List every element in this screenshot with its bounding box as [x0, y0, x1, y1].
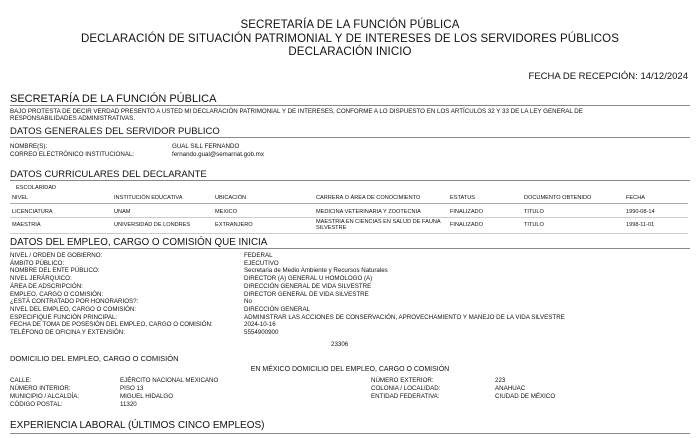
- telefono-extension: 23306: [331, 341, 349, 348]
- table-cell: MEXICO: [213, 203, 314, 217]
- empleo-field-label: TELÉFONO DE OFICINA Y EXTENSIÓN:: [10, 329, 125, 336]
- empleo-field-value: DIRECTOR (A) GENERAL U HOMOLOGO (A): [244, 275, 373, 283]
- escolaridad-subtitle: ESCOLARIDAD: [16, 185, 57, 191]
- table-cell: UNIVERSIDAD DE LONDRES: [112, 217, 213, 233]
- domicilio-value: EJÉRCITO NACIONAL MEXICANO: [120, 377, 219, 384]
- domicilio-subtitle: EN MÉXICO DOMICILIO DEL EMPLEO, CARGO O COMISIÓN: [250, 366, 450, 373]
- domicilio-value: ANAHUAC: [495, 385, 526, 392]
- domicilio-label: COLONIA / LOCALIDAD:: [371, 385, 441, 392]
- intro-text-2: RESPONSABILIDADES ADMINISTRATIVAS.: [10, 115, 135, 122]
- empleo-field-value: FEDERAL: [244, 252, 273, 259]
- domicilio-label: CALLE:: [10, 377, 32, 384]
- table-cell: MAESTRIA EN CIENCIAS EN SALUD DE FAUNA SILVESTRE: [314, 217, 448, 233]
- empleo-field-label: NIVEL / ORDEN DE GOBIERNO:: [10, 252, 103, 259]
- table-cell: TITULO: [522, 217, 624, 233]
- domicilio-label: CÓDIGO POSTAL:: [10, 401, 63, 408]
- table-cell: LICENCIATURA: [10, 203, 112, 217]
- empleo-field-label: NIVEL DEL EMPLEO, CARGO O COMISIÓN:: [10, 305, 137, 313]
- doc-header-line3: DECLARACIÓN INICIO: [288, 46, 412, 58]
- correo-value: fernando.gual@semarnat.gob.mx: [172, 151, 264, 158]
- empleo-field-label: EMPLEO, CARGO O COMISIÓN:: [10, 290, 104, 298]
- empleo-field-label: ¿ESTÁ CONTRATADO POR HONORARIOS?:: [10, 298, 139, 306]
- table-header-cell: ESTATUS: [448, 194, 522, 203]
- table-row: [10, 203, 688, 217]
- domicilio-label: NÚMERO INTERIOR:: [10, 385, 71, 392]
- domicilio-value: 11320: [120, 401, 137, 408]
- table-cell: EXTRANJERO: [213, 217, 314, 233]
- fecha-recepcion: FECHA DE RECEPCIÓN: 14/12/2024: [528, 71, 688, 82]
- doc-header-line1: SECRETARÍA DE LA FUNCIÓN PÚBLICA: [240, 19, 460, 31]
- table-cell: TITULO: [522, 203, 624, 217]
- empleo-field-value: 5554900900: [244, 329, 279, 336]
- empleo-field-value: No: [244, 298, 252, 306]
- empleo-field-value: 2024-10-16: [244, 321, 276, 329]
- table-header-cell: UBICACIÓN: [213, 194, 314, 203]
- intro-title: SECRETARÍA DE LA FUNCIÓN PÚBLICA: [10, 93, 217, 105]
- table-cell: FINALIZADO: [448, 217, 522, 233]
- empleo-field-value: DIRECTOR GENERAL DE VIDA SILVESTRE: [244, 290, 369, 298]
- empleo-field-value: EJECUTIVO: [244, 259, 279, 267]
- nombre-label: NOMBRE(S):: [10, 143, 48, 150]
- table-cell: FINALIZADO: [448, 203, 522, 217]
- empleo-field-value: ADMINISTRAR LAS ACCIONES DE CONSERVACIÓN, APROVECHAMIENTO Y MANEJO DE LA VIDA SILVESTRE: [244, 313, 565, 321]
- section-title-empleo: DATOS DEL EMPLEO, CARGO O COMISIÓN QUE INICIA: [10, 237, 268, 248]
- empleo-field-value: DIRECCIÓN GENERAL DE VIDA SILVESTRE: [244, 282, 372, 290]
- table-header-cell: CARRERA O ÁREA DE CONOCIMIENTO: [314, 194, 448, 203]
- escolaridad-table: [10, 194, 688, 234]
- doc-header-line2: DECLARACIÓN DE SITUACIÓN PATRIMONIAL Y DE INTERESES DE LOS SERVIDORES PÚBLICOS: [81, 33, 619, 45]
- table-cell: 1998-11-01: [624, 217, 688, 233]
- intro-text-1: BAJO PROTESTA DE DECIR VERDAD PRESENTO A USTED MI DECLARACIÓN PATRIMONIAL Y DE INTERESES, CONFORME A LO DISPUESTO EN LOS ARTÍCULOS 32 Y 33 DE LA LEY GENERAL DE: [10, 108, 583, 115]
- empleo-field-label: ESPECIFIQUE FUNCIÓN PRINCIPAL:: [10, 313, 118, 321]
- table-cell: MAESTRIA: [10, 217, 112, 233]
- domicilio-value: CIUDAD DE MÉXICO: [495, 393, 556, 400]
- section-title-experiencia: EXPERIENCIA LABORAL (ÚLTIMOS CINCO EMPLEOS): [10, 420, 265, 431]
- empleo-field-label: NOMBRE DEL ENTE PÚBLICO:: [10, 267, 100, 275]
- empleo-field-value: DIRECCIÓN GENERAL: [244, 305, 311, 313]
- table-cell: 1990-08-14: [624, 203, 688, 217]
- domicilio-value: PISO 13: [120, 385, 144, 392]
- empleo-field-label: ÁMBITO PÚBLICO:: [10, 259, 65, 267]
- table-header-row: [10, 194, 688, 203]
- domicilio-title: DOMICILIO DEL EMPLEO, CARGO O COMISIÓN: [10, 354, 179, 363]
- section-title-datos-generales: DATOS GENERALES DEL SERVIDOR PUBLICO: [10, 126, 220, 137]
- table-cell: UNAM: [112, 203, 213, 217]
- table-row: [10, 217, 688, 233]
- domicilio-label: NÚMERO EXTERIOR:: [371, 377, 434, 384]
- domicilio-value: 223: [495, 377, 506, 384]
- domicilio-label: MUNICIPIO / ALCALDÍA:: [10, 393, 80, 400]
- empleo-field-label: ÁREA DE ADSCRIPCIÓN:: [10, 282, 83, 290]
- nombre-value: GUAL SILL FERNANDO: [172, 143, 240, 150]
- table-cell: MEDICINA VETERINARIA Y ZOOTECNIA: [314, 203, 448, 217]
- table-header-cell: DOCUMENTO OBTENIDO: [522, 194, 624, 203]
- table-header-cell: NIVEL: [10, 194, 112, 203]
- table-header-cell: FECHA: [624, 194, 688, 203]
- domicilio-label: ENTIDAD FEDERATIVA:: [371, 393, 440, 400]
- domicilio-value: MIGUEL HIDALGO: [120, 393, 174, 400]
- empleo-field-label: NIVEL JERÁRQUICO:: [10, 275, 72, 283]
- correo-label: CORREO ELECTRÓNICO INSTITUCIONAL:: [10, 151, 135, 158]
- empleo-field-label: FECHA DE TOMA DE POSESIÓN DEL EMPLEO, CARGO O COMISIÓN:: [10, 321, 213, 329]
- empleo-field-value: Secretaria de Medio Ambiente y Recursos Naturales: [244, 267, 388, 275]
- section-title-curriculares: DATOS CURRICULARES DEL DECLARANTE: [10, 169, 207, 180]
- table-header-cell: INSTITUCIÓN EDUCATIVA: [112, 194, 213, 203]
